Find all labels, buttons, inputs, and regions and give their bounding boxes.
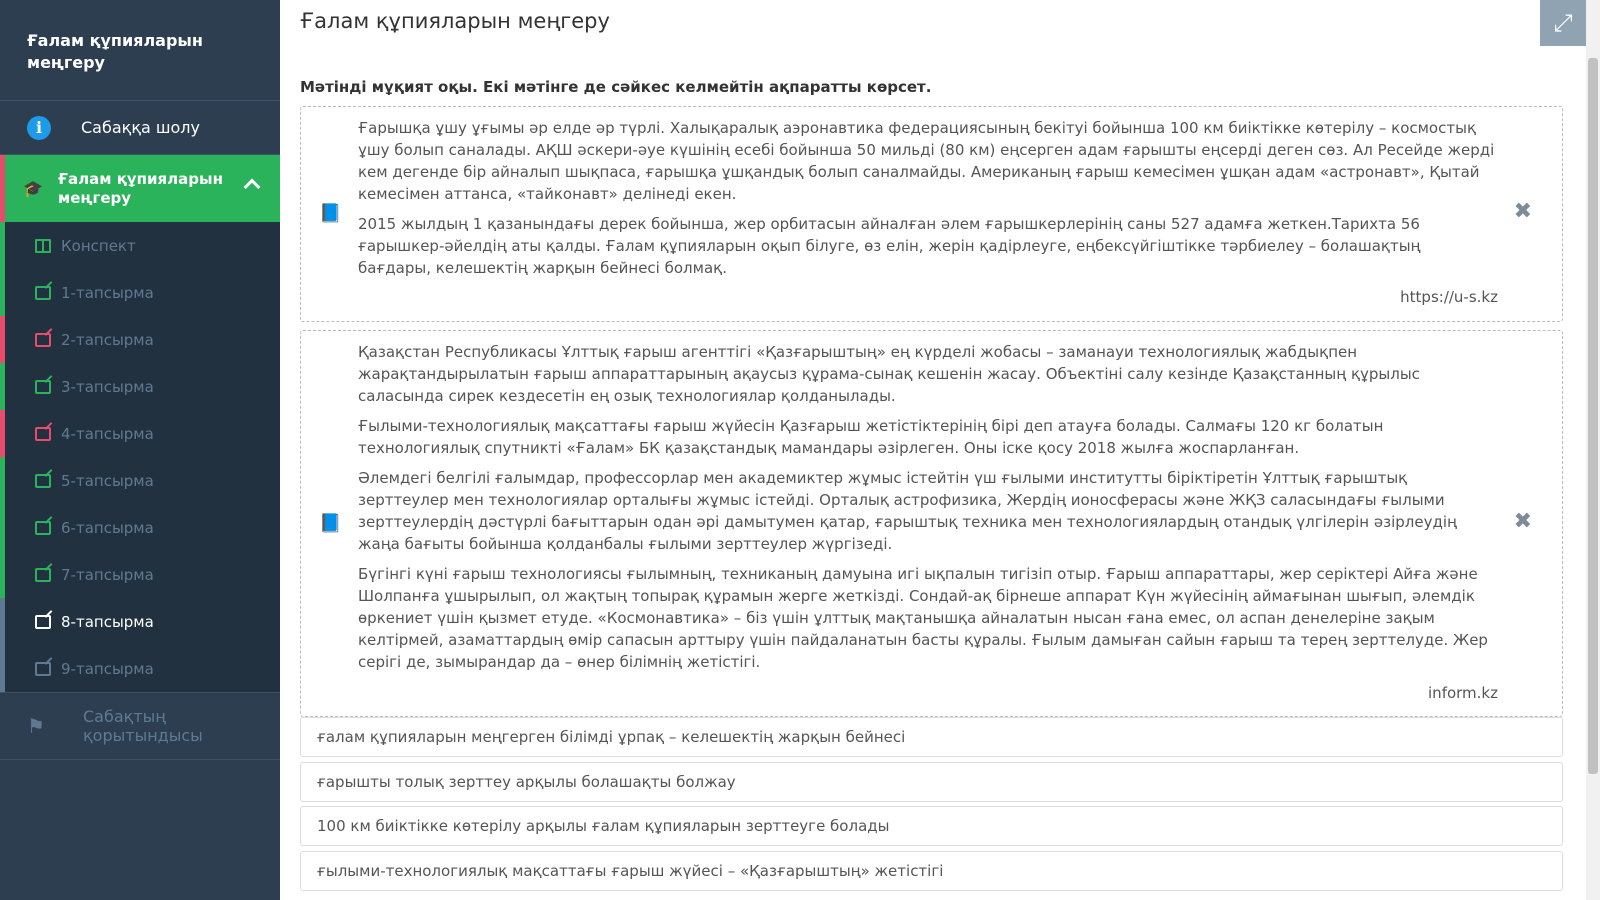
answer-option[interactable]: ғылыми-технологиялық мақсаттағы ғарыш жүйесі – «Қазғарыштың» жетістігі bbox=[300, 851, 1563, 891]
text-paragraph: Әлемдегі белгілі ғалымдар, профессорлар мен академиктер жұмыс істейтін үш ғылыми институтты біріктіретін Ұлттық ғарыштық зерттеулер мен технологиялар орталығы жұмыс істейді. Орталық астрофизика, Жердің ионосферасы және ЖҚЗ саласындағы ғылыми зерттеулердің дәстүрлі бағыттарын одан әрі дамытумен қатар, ғарыштық техника мен технологиялардың отандық үлгілерін әзірлеудің жаңа бағыты бойынша қолданбалы ғылыми зерттеулер жүргізеді. bbox=[358, 469, 1457, 553]
status-mark bbox=[0, 551, 5, 598]
edit-icon bbox=[35, 615, 51, 629]
status-mark bbox=[0, 504, 5, 551]
main-content bbox=[280, 0, 1586, 900]
text-paragraph: Бүгінгі күні ғарыш технологиясы ғылымның, техниканың дамуына игі ықпалын тигізіп отыр. Ғарыш аппараттары, жер серіктері Айға және Шолпанға ұшырылып, ол жақтың топырақ құрамын жерге жеткізді. Сондай-ақ бірнеше аппарат Күн жүйесінің аймағынан шығып, әлемдік өркениет үшін қызмет етуде. «Космонавтика» – біз үшін ұлттық мақтанышқа айналатын нысан ғана емес, ол аспан денелеріне зақым келтірмей, азаматтардың өмір сапасын арттыру үшін пайдаланатын басты құралы. Ғылым дамыған сайын ғарыш та терең зерттелуде. Жер серігі де, зымырандар да – өнер білімнің жетістігі. bbox=[358, 565, 1488, 671]
close-icon[interactable]: ✖ bbox=[1513, 199, 1532, 224]
sidebar-item-task-1[interactable] bbox=[0, 269, 280, 316]
sidebar-item-task-7[interactable] bbox=[0, 551, 280, 598]
sidebar-subitems bbox=[0, 222, 280, 692]
course-title: Ғалам құпияларын меңгеру bbox=[0, 0, 280, 101]
status-mark bbox=[0, 316, 5, 363]
text-paragraph: 2015 жылдың 1 қазанындағы дерек бойынша, жер орбитасын айналған әлем ғарышкерлерінің саны 527 адамға жеткен.Тарихта 56 ғарышкер-әйелдің аты қалды. Ғалам құпияларын оқып білуге, өз елін, жерін қадірлеуге, еңбексүйгіштікке тәрбиелеу – болашақтың бағдары, келешектің жарқын бейнесі болмақ. bbox=[358, 215, 1421, 277]
text-body bbox=[358, 341, 1498, 681]
sidebar-item-label: 6-тапсырма bbox=[61, 518, 154, 537]
text-card[interactable] bbox=[300, 106, 1563, 322]
edit-icon bbox=[35, 474, 51, 488]
edit-icon bbox=[35, 427, 51, 441]
text-paragraph: Ғарышқа ұшу ұғымы әр елде әр түрлі. Халықаралық аэронавтика федерациясының бекітуі бойынша 100 км биіктікке көтерілу – космостық ұшу болып саналады. АҚШ әскери-әуе күшінің есебі бойынша 50 мильді (80 км) еңсерген адам ғарышты еңсерді деген сөз. Ал Ресейде жерді кем дегенде бір айналып шықпаса, ғарышқа ұшқандық болып саналмайды. Американың ғарыш кемесімен ұшқан адам «астронавт», Қытай кемесімен аттанса, «тайконавт» делінеді екен. bbox=[358, 119, 1495, 203]
sidebar-item-label: 3-тапсырма bbox=[61, 377, 154, 396]
sidebar bbox=[0, 0, 280, 900]
edit-icon bbox=[35, 568, 51, 582]
page-title: Ғалам құпияларын меңгеру bbox=[300, 9, 610, 33]
sidebar-item-overview[interactable] bbox=[0, 101, 280, 155]
edit-icon bbox=[35, 286, 51, 300]
text-body bbox=[358, 117, 1498, 287]
answer-option[interactable]: ғалам құпияларын меңгерген білімді ұрпақ – келешектің жарқын бейнесі bbox=[300, 717, 1563, 757]
scrollbar-thumb[interactable] bbox=[1588, 58, 1598, 774]
sidebar-item-task-5[interactable] bbox=[0, 457, 280, 504]
sidebar-item-task-2[interactable] bbox=[0, 316, 280, 363]
edit-icon bbox=[35, 521, 51, 535]
sidebar-item-label: 2-тапсырма bbox=[61, 330, 154, 349]
edit-icon bbox=[35, 662, 51, 676]
sidebar-item-label: 8-тапсырма bbox=[61, 612, 154, 631]
status-mark bbox=[0, 269, 5, 316]
info-icon: i bbox=[27, 116, 51, 140]
sidebar-item-label: 7-тапсырма bbox=[61, 565, 154, 584]
status-mark bbox=[0, 598, 5, 645]
book-icon: 📘 bbox=[319, 513, 342, 534]
sidebar-item-label: 9-тапсырма bbox=[61, 659, 154, 678]
flag-icon: ⚑ bbox=[27, 713, 45, 738]
status-mark bbox=[0, 410, 5, 457]
text-source: https://u-s.kz bbox=[1400, 288, 1498, 306]
scrollbar[interactable] bbox=[1586, 0, 1600, 900]
text-card[interactable] bbox=[300, 330, 1563, 717]
text-paragraph: Ғылыми-технологиялық мақсаттағы ғарыш жүйесін Қазғарыш жетістіктерінің бірі деп атауға болады. Салмағы 120 кг болатын технологиялық спутникті «Ғалам» БК қазақстандық мамандары әзірлеген. Оны іске қосу 2018 жылға жоспарланған. bbox=[358, 417, 1384, 457]
book-icon: 📘 bbox=[319, 203, 342, 224]
book-icon bbox=[35, 239, 51, 253]
expand-icon: ⤢ bbox=[1553, 9, 1573, 37]
sidebar-item-label: Конспект bbox=[61, 236, 136, 255]
sidebar-item-task-3[interactable] bbox=[0, 363, 280, 410]
edit-icon bbox=[35, 380, 51, 394]
sidebar-item-label: 1-тапсырма bbox=[61, 283, 154, 302]
status-mark bbox=[0, 645, 5, 692]
fullscreen-button[interactable] bbox=[1540, 0, 1586, 46]
sidebar-section-active[interactable] bbox=[0, 155, 280, 222]
sidebar-item-task-8[interactable] bbox=[0, 598, 280, 645]
sidebar-item-label: 5-тапсырма bbox=[61, 471, 154, 490]
status-mark bbox=[0, 457, 5, 504]
sidebar-item-konspekt[interactable] bbox=[0, 222, 280, 269]
status-mark bbox=[0, 363, 5, 410]
sidebar-item-label: 4-тапсырма bbox=[61, 424, 154, 443]
task-instruction: Мәтінді мұқият оқы. Екі мәтінге де сәйкес келмейтін ақпаратты көрсет. bbox=[300, 78, 932, 96]
chevron-up-icon[interactable] bbox=[244, 179, 261, 196]
edit-icon bbox=[35, 333, 51, 347]
sidebar-item-task-6[interactable] bbox=[0, 504, 280, 551]
graduation-cap-icon: 🎓 bbox=[23, 179, 43, 198]
text-paragraph: Қазақстан Республикасы Ұлттық ғарыш агенттігі «Қазғарыштың» ең күрделі жобасы – заманауи технологиялық жабдықпен жарақтандырылатын ғарыш аппараттарының ақаусыз құрама-сынақ кешенін жасау. Объектіні салу кезінде Қазақстанның құрылыс саласында сирек кездесетін ең озық технологиялар қолданылады. bbox=[358, 343, 1420, 405]
sidebar-item-label: Сабақтың қорытындысы bbox=[83, 707, 203, 745]
text-source: inform.kz bbox=[1428, 684, 1498, 702]
sidebar-item-conclusion[interactable] bbox=[0, 692, 280, 760]
answer-option[interactable]: 100 км биіктікке көтерілу арқылы ғалам құпияларын зерттеуге болады bbox=[300, 806, 1563, 846]
answer-option[interactable]: ғарышты толық зерттеу арқылы болашақты болжау bbox=[300, 762, 1563, 802]
sidebar-item-task-4[interactable] bbox=[0, 410, 280, 457]
sidebar-section-label: Ғалам құпияларын меңгеру bbox=[58, 169, 223, 207]
sidebar-item-task-9[interactable] bbox=[0, 645, 280, 692]
status-mark bbox=[0, 222, 5, 269]
sidebar-item-label: Сабаққа шолу bbox=[81, 118, 200, 137]
close-icon[interactable]: ✖ bbox=[1513, 509, 1532, 534]
